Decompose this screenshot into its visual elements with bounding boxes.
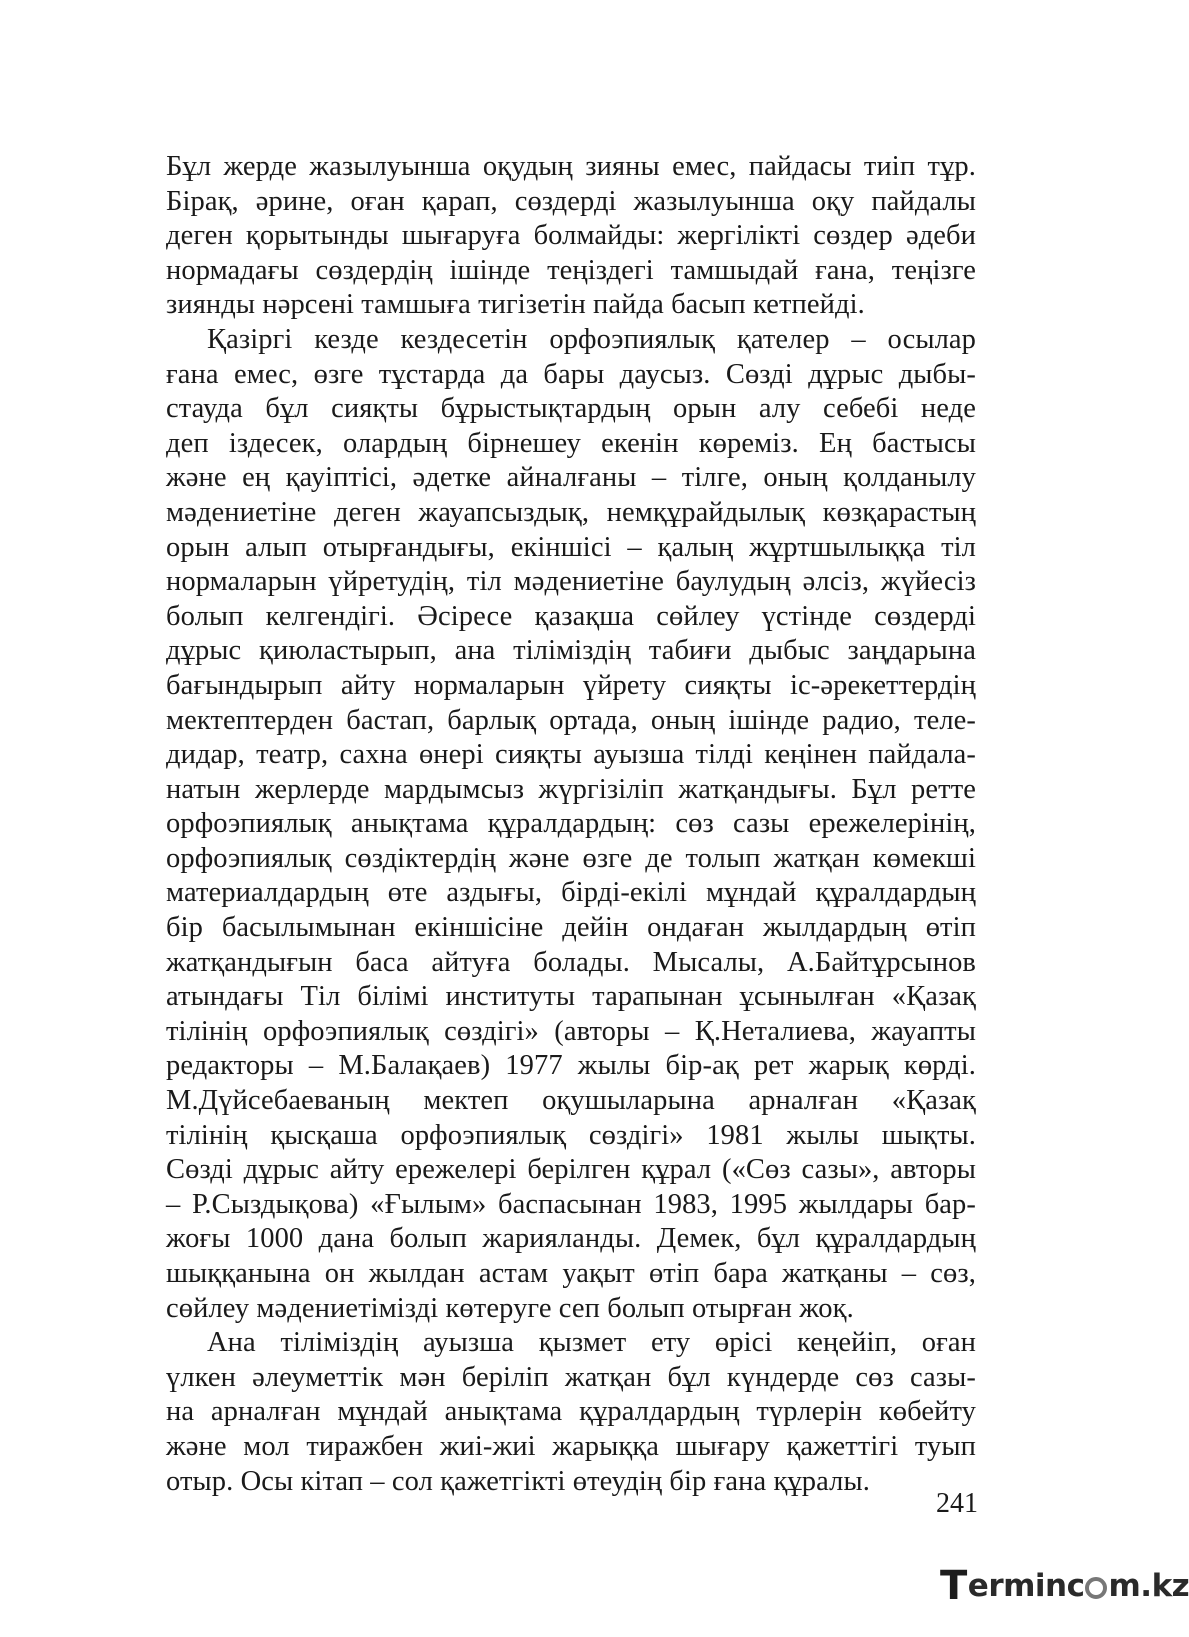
text-line: материалдардың өте аздығы, бірді-екілі мұндай құралдардың — [166, 877, 976, 909]
text-line: жатқандығын баса айтуға болады. Мысалы, А.Байтұрсынов — [166, 946, 976, 978]
text-line: үлкен әлеуметтік мән беріліп жатқан бұл күндерде сөз сазы- — [166, 1361, 976, 1393]
text-line: Сөзді дұрыс айту ережелері берілген құрал («Сөз сазы», авторы — [166, 1154, 976, 1186]
text-line: нормадағы сөздердің ішінде теңіздегі тамшыдай ғана, теңізге — [166, 254, 976, 286]
text-line: М.Дүйсебаеваның мектеп оқушыларына арналған «Қазақ — [166, 1085, 976, 1117]
text-line: на арналған мұндай анықтама құралдардың түрлерін көбейту — [166, 1396, 976, 1428]
text-line: мәдениетіне деген жауапсыздық, немқұрайдылық көзқарастың — [166, 496, 976, 528]
paragraph-2 — [166, 323, 976, 1326]
text-line: дидар, театр, сахна өнері сияқты ауызша тілді кеңінен пайдала- — [166, 739, 976, 771]
text-line: жоғы 1000 дана болып жарияланды. Демек, бұл құралдардың — [166, 1223, 976, 1255]
text-line: Қазіргі кезде кездесетін орфоэпиялық қателер – осылар — [207, 323, 976, 355]
text-line: Бірақ, әрине, оған қарап, сөздерді жазылуынша оқу пайдалы — [166, 185, 976, 217]
text-line: сөйлеу мәдениетімізді көтеруге сеп болып отырған жоқ. — [166, 1292, 854, 1324]
text-line: зиянды нәрсені тамшыға тигізетін пайда басып кетпейді. — [166, 289, 865, 321]
text-line: бағындырып айту нормаларын үйрету сияқты іс-әрекеттердің — [166, 669, 976, 701]
text-line: орфоэпиялық анықтама құралдардың: сөз сазы ережелерінің, — [166, 808, 976, 840]
text-line: деген қорытынды шығаруға болмайды: жергілікті сөздер әдеби — [166, 220, 976, 252]
text-line: редакторы – М.Балақаев) 1977 жылы бір-ақ рет жарық көрді. — [166, 1050, 976, 1082]
page-number: 241 — [936, 1488, 978, 1519]
paragraph-3 — [166, 1326, 976, 1499]
text-line: Бұл жерде жазылуынша оқудың зияны емес, пайдасы тиіп тұр. — [166, 151, 976, 182]
text-line: деп іздесек, олардың бірнешеу екенін көреміз. Ең бастысы — [166, 427, 976, 459]
text-line: нормаларын үйретудің, тіл мәдениетіне баулудың әлсіз, жүйесіз — [166, 566, 976, 598]
text-line: ғана емес, өзге тұстарда да бары даусыз. Сөзді дұрыс дыбы- — [166, 358, 976, 390]
text-line: тілінің орфоэпиялық сөздігі» (авторы – Қ.Неталиева, жауапты — [166, 1015, 976, 1047]
text-line: шыққанына он жылдан астам уақыт өтіп бара жатқаны – сөз, — [166, 1258, 976, 1289]
page-body — [166, 150, 976, 1499]
text-line: болып келгендігі. Әсіресе қазақша сөйлеу үстінде сөздерді — [166, 600, 976, 632]
text-line: Ана тіліміздің ауызша қызмет ету өрісі кеңейіп, оған — [207, 1327, 976, 1359]
paragraph-1 — [166, 150, 976, 323]
text-line: отыр. Осы кітап – сол қажетгікті өтеудің бір ғана құралы. — [166, 1465, 870, 1497]
watermark-logo — [940, 1563, 1189, 1609]
text-line: атындағы Тіл білімі институты тарапынан ұсынылған «Қазақ — [166, 981, 976, 1013]
text-line: орын алып отырғандығы, екіншісі – қалың жұртшылыққа тіл — [166, 531, 976, 563]
text-line: стауда бұл сияқты бұрыстықтардың орын алу себебі неде — [166, 393, 976, 425]
text-line: және мол тиражбен жиі-жиі жарыққа шығару қажеттігі туып — [166, 1430, 976, 1462]
watermark-suffix: m.kz — [1108, 1568, 1189, 1604]
text-line: орфоэпиялық сөздіктердің және өзге де толып жатқан көмекші — [166, 842, 976, 874]
text-line: және ең қауіптісі, әдетке айналғаны – тілге, оның қолданылу — [166, 462, 976, 494]
text-line: мектептерден бастап, барлық ортада, оның ішінде радио, теле- — [166, 704, 976, 736]
text-line: – Р.Сыздықова) «Ғылым» баспасынан 1983, 1995 жылдары бар- — [166, 1188, 976, 1220]
watermark-ring-icon — [1085, 1577, 1107, 1599]
text-line: тілінің қысқаша орфоэпиялық сөздігі» 1981 жылы шықты. — [166, 1119, 976, 1151]
watermark-prefix: T — [940, 1563, 967, 1609]
watermark-mid: erminc — [967, 1568, 1085, 1604]
text-line: дұрыс қиюластырып, ана тіліміздің табиғи дыбыс заңдарына — [166, 635, 976, 667]
text-line: бір басылымынан екіншісіне дейін ондаған жылдардың өтіп — [166, 912, 976, 944]
text-line: натын жерлерде мардымсыз жүргізіліп жатқандығы. Бұл ретте — [166, 773, 976, 805]
